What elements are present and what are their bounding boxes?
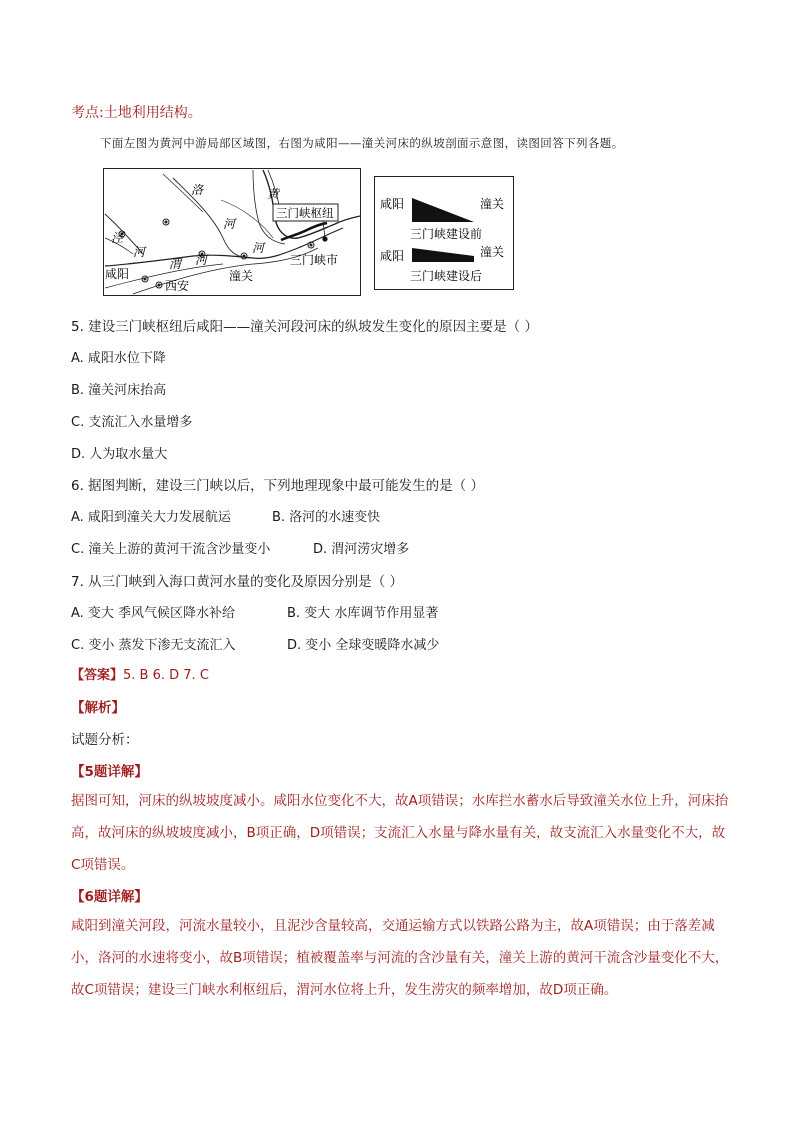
profile-caption-after: 三门峡建设后 bbox=[410, 269, 483, 283]
q5-option-c: C. 支流汇入水量增多 bbox=[71, 415, 193, 430]
detail-6-text: 咸阳到潼关河段，河流水量较小，且泥沙含量较高，交通运输方式以铁路公路为主，故A项错误；由于落差减小，洛河的水速将变小，故B项错误；植被覆盖率与河流的含沙量有关，潼关上游的黄河干流含沙量变化不大，故C项错误；建设三门峡水利枢纽后，渭河水位将上升，发生涝灾的频率增加，故D项正确。 bbox=[71, 918, 729, 998]
detail-6-label: 【6题详解】 bbox=[71, 889, 148, 905]
map-label-jing: 泾 bbox=[111, 231, 124, 245]
answer-text: 5. B 6. D 7. C bbox=[123, 668, 209, 683]
q5-option-b: B. 潼关河床抬高 bbox=[71, 383, 167, 398]
map-label-xian: 西安 bbox=[165, 279, 190, 293]
map-label-he4: 河 bbox=[195, 253, 208, 267]
profile-caption-before: 三门峡建设前 bbox=[410, 227, 483, 241]
q7-option-b: B. 变大 水库调节作用显著 bbox=[287, 606, 439, 621]
map-label-wei: 渭 bbox=[169, 257, 182, 271]
answer-line bbox=[71, 664, 209, 683]
q6-option-d: D. 渭河涝灾增多 bbox=[313, 542, 410, 557]
question-7-stem: 7. 从三门峡到入海口黄河水量的变化及原因分别是（ ） bbox=[71, 574, 403, 590]
profile-xianyang-2: 咸阳 bbox=[380, 249, 405, 263]
map-label-he2: 河 bbox=[252, 241, 265, 255]
detail-5-label: 【5题详解】 bbox=[71, 764, 148, 780]
riverbed-profile-diagram bbox=[374, 176, 514, 290]
question-intro: 下面左图为黄河中游局部区域图，右图为咸阳——潼关河床的纵坡剖面示意图，读图回答下列各题。 bbox=[100, 136, 624, 150]
yellow-river-map bbox=[103, 168, 361, 296]
analysis-intro: 试题分析： bbox=[71, 732, 139, 748]
q6-option-c: C. 潼关上游的黄河干流含沙量变小 bbox=[71, 542, 271, 557]
question-5-stem: 5. 建设三门峡枢纽后咸阳——潼关河段河床的纵坡发生变化的原因主要是（ ） bbox=[71, 319, 538, 335]
map-label-sanmenxia-hub: 三门峡枢纽 bbox=[276, 206, 334, 220]
q7-option-a: A. 变大 季风气候区降水补给 bbox=[71, 606, 236, 621]
map-label-he1: 河 bbox=[223, 217, 236, 231]
q6-option-b: B. 洛河的水速变快 bbox=[272, 510, 381, 525]
map-label-luo: 洛 bbox=[191, 183, 204, 197]
q5-option-a: A. 咸阳水位下降 bbox=[71, 351, 166, 366]
answer-label: 【答案】 bbox=[71, 668, 124, 683]
map-label-huang: 黄 bbox=[267, 187, 280, 201]
map-label-sanmenxia-city: 三门峡市 bbox=[290, 253, 339, 267]
map-label-xianyang: 咸阳 bbox=[105, 267, 130, 281]
q7-option-c: C. 变小 蒸发下渗无支流汇入 bbox=[71, 638, 236, 653]
profile-tongguan-1: 潼关 bbox=[480, 197, 505, 211]
map-label-tongguan: 潼关 bbox=[229, 269, 254, 283]
detail-5-text: 据图可知，河床的纵坡坡度减小。咸阳水位变化不大，故A项错误；水库拦水蓄水后导致潼关水位上升，河床抬高，故河床的纵坡坡度减小，B项正确，D项错误；支流汇入水量与降水量有关，故支流汇入水量变化不大，故C项错误。 bbox=[71, 793, 729, 873]
map-label-he3: 河 bbox=[133, 245, 146, 259]
kaodian-line: 考点:土地利用结构。 bbox=[71, 105, 202, 121]
profile-xianyang-1: 咸阳 bbox=[380, 197, 405, 211]
sanmenxia-hub-dot bbox=[322, 236, 327, 241]
q5-option-d: D. 人为取水量大 bbox=[71, 447, 168, 462]
analysis-label: 【解析】 bbox=[71, 700, 125, 716]
question-6-stem: 6. 据图判断，建设三门峡以后，下列地理现象中最可能发生的是（ ） bbox=[71, 478, 484, 494]
q6-option-a: A. 咸阳到潼关大力发展航运 bbox=[71, 510, 231, 525]
profile-tongguan-2: 潼关 bbox=[480, 245, 505, 259]
q7-option-d: D. 变小 全球变暖降水减少 bbox=[287, 638, 440, 653]
